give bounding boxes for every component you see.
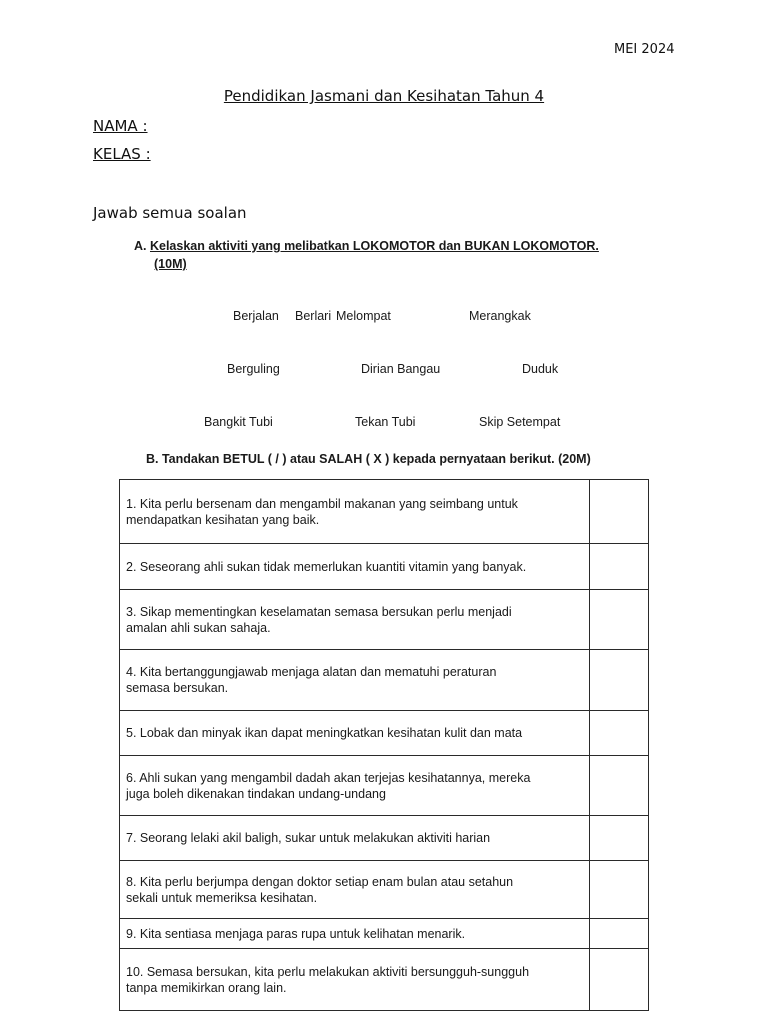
document-title: Pendidikan Jasmani dan Kesihatan Tahun 4: [223, 87, 545, 105]
statement-line: 7. Seorang lelaki akil baligh, sukar untuk melakukan aktiviti harian: [126, 831, 491, 845]
statement-cell: [120, 544, 590, 590]
table-row: [120, 949, 649, 1011]
activity-item: Dirian Bangau: [361, 362, 441, 376]
table-row: [120, 711, 649, 756]
section-a-heading-text: Kelaskan aktiviti yang melibatkan LOKOMOTOR dan BUKAN LOKOMOTOR.: [149, 239, 599, 253]
answer-cell[interactable]: [590, 590, 649, 650]
statement-line: 1. Kita perlu bersenam dan mengambil makanan yang seimbang untuk: [126, 496, 518, 511]
statement-line: 8. Kita perlu berjumpa dengan doktor setiap enam bulan atau setahun: [126, 874, 514, 889]
statement-line: 2. Seseorang ahli sukan tidak memerlukan kuantiti vitamin yang banyak.: [126, 559, 527, 574]
table-row: [120, 650, 649, 711]
name-label: NAMA :: [93, 117, 148, 135]
statement-cell: [120, 919, 590, 949]
activity-item: Berlari: [295, 309, 332, 323]
answer-cell[interactable]: [590, 919, 649, 949]
answer-cell[interactable]: [590, 949, 649, 1011]
answer-cell[interactable]: [590, 650, 649, 711]
statement-line: juga boleh dikenakan tindakan undang-undang: [126, 786, 386, 801]
answer-cell[interactable]: [590, 544, 649, 590]
statement-line: amalan ahli sukan sahaja.: [126, 620, 271, 635]
activity-item: Duduk: [522, 362, 559, 376]
statement-line: 9. Kita sentiasa menjaga paras rupa untuk kelihatan menarik.: [126, 926, 466, 941]
section-a-marks: (10M): [154, 257, 187, 271]
statement-cell: [120, 816, 590, 861]
activity-item: Berguling: [227, 362, 280, 376]
activity-item: Merangkak: [469, 309, 531, 323]
instruction-text: Jawab semua soalan: [93, 204, 247, 222]
section-b-heading: B. Tandakan BETUL ( / ) atau SALAH ( X ) kepada pernyataan berikut. (20M): [146, 452, 591, 466]
statement-cell: [120, 650, 590, 711]
activity-item: Tekan Tubi: [355, 415, 416, 429]
statement-cell: [120, 711, 590, 756]
true-false-table: [119, 479, 649, 1011]
table-row: [120, 756, 649, 816]
statement-line: 10. Semasa bersukan, kita perlu melakukan aktiviti bersungguh-sungguh: [126, 964, 530, 979]
section-a-prefix: A.: [134, 239, 147, 253]
table-row: [120, 544, 649, 590]
statement-cell: [120, 949, 590, 1011]
statement-cell: [120, 756, 590, 816]
statement-cell: [120, 590, 590, 650]
table-row: [120, 590, 649, 650]
statement-line: 6. Ahli sukan yang mengambil dadah akan terjejas kesihatannya, mereka: [126, 770, 531, 785]
statement-line: tanpa memikirkan orang lain.: [126, 980, 287, 995]
table-row: [120, 480, 649, 544]
section-a-heading: [134, 239, 654, 253]
activity-item: Berjalan: [233, 309, 279, 323]
table-row: [120, 816, 649, 861]
statement-line: 4. Kita bertanggungjawab menjaga alatan dan mematuhi peraturan: [126, 665, 497, 679]
statement-cell: [120, 861, 590, 919]
statement-line: semasa bersukan.: [126, 681, 229, 695]
answer-cell[interactable]: [590, 816, 649, 861]
activity-item: Melompat: [336, 309, 391, 323]
activity-item: Skip Setempat: [479, 415, 561, 429]
statement-line: sekali untuk memeriksa kesihatan.: [126, 890, 318, 905]
statement-line: mendapatkan kesihatan yang baik.: [126, 512, 320, 527]
answer-cell[interactable]: [590, 861, 649, 919]
statement-cell: [120, 480, 590, 544]
table-row: [120, 919, 649, 949]
answer-cell[interactable]: [590, 756, 649, 816]
activity-item: Bangkit Tubi: [204, 415, 273, 429]
document-date: MEI 2024: [614, 42, 675, 57]
statement-line: 3. Sikap mementingkan keselamatan semasa bersukan perlu menjadi: [126, 604, 512, 619]
table-row: [120, 861, 649, 919]
answer-cell[interactable]: [590, 711, 649, 756]
answer-cell[interactable]: [590, 480, 649, 544]
statement-line: 5. Lobak dan minyak ikan dapat meningkatkan kesihatan kulit dan mata: [126, 726, 523, 740]
class-label: KELAS :: [93, 145, 151, 163]
